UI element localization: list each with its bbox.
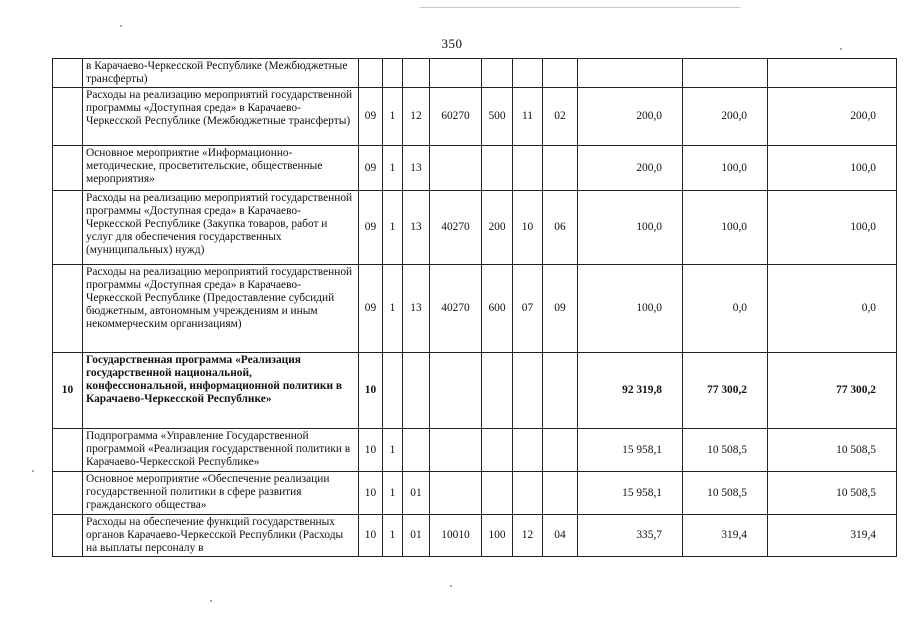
code-subsection-cell bbox=[543, 472, 578, 515]
item-name-cell: Расходы на реализацию мероприятий государственной программы «Доступная среда» в Карачаево-Черкесской Республике (Межбюджетные трансферты) bbox=[83, 88, 359, 146]
code-event-cell: 01 bbox=[403, 472, 430, 515]
code-event-cell bbox=[403, 429, 430, 472]
code-program-cell: 10 bbox=[359, 429, 383, 472]
amount-year-1-cell: 200,0 bbox=[578, 88, 683, 146]
amount-year-3-cell: 0,0 bbox=[768, 265, 897, 353]
amount-year-2-cell: 0,0 bbox=[683, 265, 768, 353]
code-section-cell bbox=[513, 146, 543, 191]
code-program-cell: 09 bbox=[359, 265, 383, 353]
amount-year-2-cell: 319,4 bbox=[683, 515, 768, 557]
item-name-cell: Подпрограмма «Управление Государственной программой «Реализация государственной политики в Карачаево-Черкесской Республике» bbox=[83, 429, 359, 472]
amount-year-3-cell: 77 300,2 bbox=[768, 353, 897, 429]
code-section-cell: 11 bbox=[513, 88, 543, 146]
code-event-cell: 13 bbox=[403, 265, 430, 353]
code-direction-cell bbox=[430, 146, 482, 191]
amount-year-2-cell: 200,0 bbox=[683, 88, 768, 146]
code-subprogram-cell: 1 bbox=[383, 265, 403, 353]
scan-speck bbox=[210, 600, 212, 602]
item-name-cell: Основное мероприятие «Информационно-методические, просветительские, общественные мероприятия» bbox=[83, 146, 359, 191]
amount-year-3-cell: 10 508,5 bbox=[768, 429, 897, 472]
code-program-cell: 10 bbox=[359, 472, 383, 515]
code-subsection-cell bbox=[543, 353, 578, 429]
code-expense-type-cell: 600 bbox=[482, 265, 513, 353]
table-row bbox=[53, 429, 897, 472]
budget-table bbox=[52, 58, 897, 557]
code-expense-type-cell bbox=[482, 353, 513, 429]
item-name-cell: Основное мероприятие «Обеспечение реализации государственной политики в сфере развития гражданского общества» bbox=[83, 472, 359, 515]
amount-year-1-cell: 335,7 bbox=[578, 515, 683, 557]
amount-year-2-cell: 100,0 bbox=[683, 146, 768, 191]
item-name-cell: Расходы на реализацию мероприятий государственной программы «Доступная среда» в Карачаево-Черкесской Республике (Закупка товаров, работ и услуг для обеспечения государственных (муниципальных) нужд) bbox=[83, 191, 359, 265]
code-section-cell: 10 bbox=[513, 191, 543, 265]
row-number-cell bbox=[53, 191, 83, 265]
amount-year-1-cell: 100,0 bbox=[578, 191, 683, 265]
code-section-cell bbox=[513, 429, 543, 472]
scan-speck bbox=[840, 48, 842, 50]
code-expense-type-cell: 500 bbox=[482, 88, 513, 146]
code-subsection-cell bbox=[543, 429, 578, 472]
code-expense-type-cell bbox=[482, 59, 513, 88]
code-event-cell: 01 bbox=[403, 515, 430, 557]
scan-top-line bbox=[420, 7, 740, 8]
table-row bbox=[53, 146, 897, 191]
code-direction-cell bbox=[430, 429, 482, 472]
item-name-cell: Расходы на реализацию мероприятий государственной программы «Доступная среда» в Карачаево-Черкесской Республике (Предоставление субсидий бюджетным, автономным учреждениям и иным некоммерческим организациям) bbox=[83, 265, 359, 353]
code-subprogram-cell: 1 bbox=[383, 515, 403, 557]
code-event-cell: 12 bbox=[403, 88, 430, 146]
code-subsection-cell: 09 bbox=[543, 265, 578, 353]
table-row bbox=[53, 191, 897, 265]
code-subsection-cell: 06 bbox=[543, 191, 578, 265]
code-subsection-cell: 02 bbox=[543, 88, 578, 146]
amount-year-1-cell bbox=[578, 59, 683, 88]
scan-speck bbox=[450, 585, 452, 587]
page-number: 350 bbox=[441, 36, 463, 51]
code-subsection-cell bbox=[543, 59, 578, 88]
row-number-cell bbox=[53, 265, 83, 353]
amount-year-1-cell: 200,0 bbox=[578, 146, 683, 191]
code-subprogram-cell bbox=[383, 59, 403, 88]
amount-year-2-cell: 10 508,5 bbox=[683, 429, 768, 472]
amount-year-2-cell: 10 508,5 bbox=[683, 472, 768, 515]
scan-speck bbox=[120, 25, 122, 27]
row-number-cell bbox=[53, 429, 83, 472]
table-row bbox=[53, 515, 897, 557]
code-expense-type-cell: 200 bbox=[482, 191, 513, 265]
table-row bbox=[53, 59, 897, 88]
amount-year-2-cell bbox=[683, 59, 768, 88]
amount-year-3-cell: 319,4 bbox=[768, 515, 897, 557]
row-number-cell bbox=[53, 59, 83, 88]
code-subprogram-cell bbox=[383, 353, 403, 429]
code-event-cell: 13 bbox=[403, 191, 430, 265]
code-direction-cell bbox=[430, 59, 482, 88]
code-section-cell bbox=[513, 472, 543, 515]
amount-year-1-cell: 100,0 bbox=[578, 265, 683, 353]
table-row bbox=[53, 353, 897, 429]
amount-year-3-cell: 10 508,5 bbox=[768, 472, 897, 515]
code-event-cell bbox=[403, 59, 430, 88]
row-number-cell bbox=[53, 472, 83, 515]
amount-year-3-cell: 200,0 bbox=[768, 88, 897, 146]
code-direction-cell: 60270 bbox=[430, 88, 482, 146]
scan-speck bbox=[32, 470, 34, 472]
code-subsection-cell: 04 bbox=[543, 515, 578, 557]
code-subprogram-cell: 1 bbox=[383, 429, 403, 472]
code-direction-cell bbox=[430, 472, 482, 515]
code-subsection-cell bbox=[543, 146, 578, 191]
code-direction-cell bbox=[430, 353, 482, 429]
amount-year-2-cell: 77 300,2 bbox=[683, 353, 768, 429]
code-event-cell bbox=[403, 353, 430, 429]
amount-year-3-cell: 100,0 bbox=[768, 146, 897, 191]
code-program-cell: 09 bbox=[359, 191, 383, 265]
code-program-cell: 10 bbox=[359, 353, 383, 429]
amount-year-3-cell bbox=[768, 59, 897, 88]
code-direction-cell: 10010 bbox=[430, 515, 482, 557]
code-section-cell: 12 bbox=[513, 515, 543, 557]
row-number-cell: 10 bbox=[53, 353, 83, 429]
code-expense-type-cell bbox=[482, 429, 513, 472]
code-program-cell: 09 bbox=[359, 146, 383, 191]
code-direction-cell: 40270 bbox=[430, 265, 482, 353]
code-section-cell bbox=[513, 59, 543, 88]
item-name-cell: Государственная программа «Реализация государственной национальной, конфессиональной, информационной политики в Карачаево-Черкесской Республике» bbox=[83, 353, 359, 429]
row-number-cell bbox=[53, 146, 83, 191]
code-subprogram-cell: 1 bbox=[383, 146, 403, 191]
code-section-cell bbox=[513, 353, 543, 429]
code-expense-type-cell: 100 bbox=[482, 515, 513, 557]
amount-year-3-cell: 100,0 bbox=[768, 191, 897, 265]
table-row bbox=[53, 472, 897, 515]
code-subprogram-cell: 1 bbox=[383, 472, 403, 515]
code-program-cell: 09 bbox=[359, 88, 383, 146]
amount-year-1-cell: 92 319,8 bbox=[578, 353, 683, 429]
code-expense-type-cell bbox=[482, 472, 513, 515]
amount-year-2-cell: 100,0 bbox=[683, 191, 768, 265]
row-number-cell bbox=[53, 515, 83, 557]
table-row bbox=[53, 88, 897, 146]
code-subprogram-cell: 1 bbox=[383, 191, 403, 265]
code-event-cell: 13 bbox=[403, 146, 430, 191]
row-number-cell bbox=[53, 88, 83, 146]
code-program-cell: 10 bbox=[359, 515, 383, 557]
code-expense-type-cell bbox=[482, 146, 513, 191]
amount-year-1-cell: 15 958,1 bbox=[578, 472, 683, 515]
code-program-cell bbox=[359, 59, 383, 88]
code-direction-cell: 40270 bbox=[430, 191, 482, 265]
code-subprogram-cell: 1 bbox=[383, 88, 403, 146]
table-row bbox=[53, 265, 897, 353]
item-name-cell: Расходы на обеспечение функций государственных органов Карачаево-Черкесской Республики (Расходы на выплаты персоналу в bbox=[83, 515, 359, 557]
amount-year-1-cell: 15 958,1 bbox=[578, 429, 683, 472]
code-section-cell: 07 bbox=[513, 265, 543, 353]
item-name-cell: в Карачаево-Черкесской Республике (Межбюджетные трансферты) bbox=[83, 59, 359, 88]
